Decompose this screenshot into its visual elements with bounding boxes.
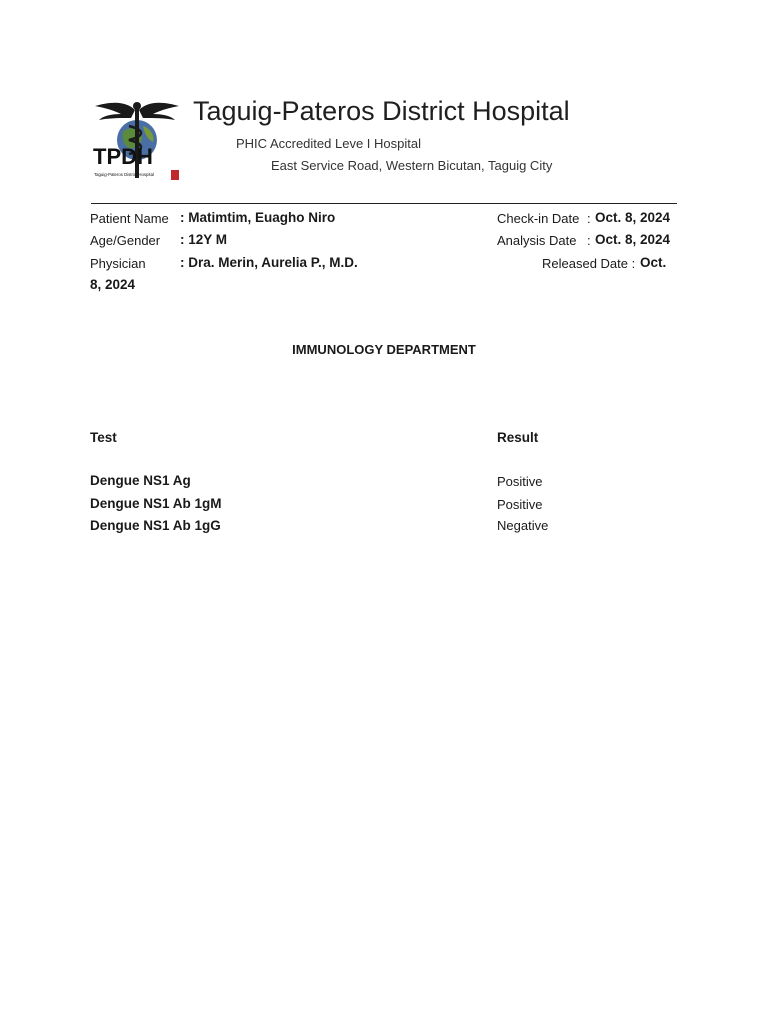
physician-label: Physician [90, 256, 146, 271]
released-date-value-part1: Oct. [640, 255, 667, 270]
checkin-date-value: Oct. 8, 2024 [595, 210, 671, 225]
test-column-header: Test [90, 430, 117, 445]
analysis-date-colon: : [587, 233, 591, 248]
test-result: Negative [497, 518, 549, 533]
patient-name-label: Patient Name [90, 211, 169, 226]
checkin-date-label: Check-in Date [497, 211, 580, 226]
test-name: Dengue NS1 Ab 1gM [90, 496, 222, 511]
department-title: IMMUNOLOGY DEPARTMENT [292, 342, 476, 357]
test-result: Positive [497, 497, 543, 512]
accreditation-text: PHIC Accredited Leve I Hospital [236, 136, 421, 151]
logo-text: TPDH [93, 144, 153, 169]
physician-value: : Dra. Merin, Aurelia P., M.D. [180, 255, 358, 270]
analysis-date-label: Analysis Date [497, 233, 577, 248]
header-divider [91, 203, 677, 204]
test-name: Dengue NS1 Ab 1gG [90, 518, 221, 533]
age-gender-value: : 12Y M [180, 232, 228, 247]
checkin-date-colon: : [587, 211, 591, 226]
analysis-date-value: Oct. 8, 2024 [595, 232, 671, 247]
patient-name-value: : Matimtim, Euagho Niro [180, 210, 336, 225]
age-gender-label: Age/Gender [90, 233, 161, 248]
test-name: Dengue NS1 Ag [90, 473, 191, 488]
released-date-value-part2: 8, 2024 [90, 277, 136, 292]
hospital-address: East Service Road, Western Bicutan, Taguig City [271, 158, 553, 173]
hospital-name: Taguig-Pateros District Hospital [193, 96, 570, 126]
logo-subtext: Taguig-Pateros District Hospital [94, 172, 154, 177]
test-result: Positive [497, 474, 543, 489]
logo-badge-icon [171, 170, 179, 180]
hospital-logo [91, 96, 183, 186]
result-column-header: Result [497, 430, 539, 445]
released-date-label: Released Date : [542, 256, 636, 271]
